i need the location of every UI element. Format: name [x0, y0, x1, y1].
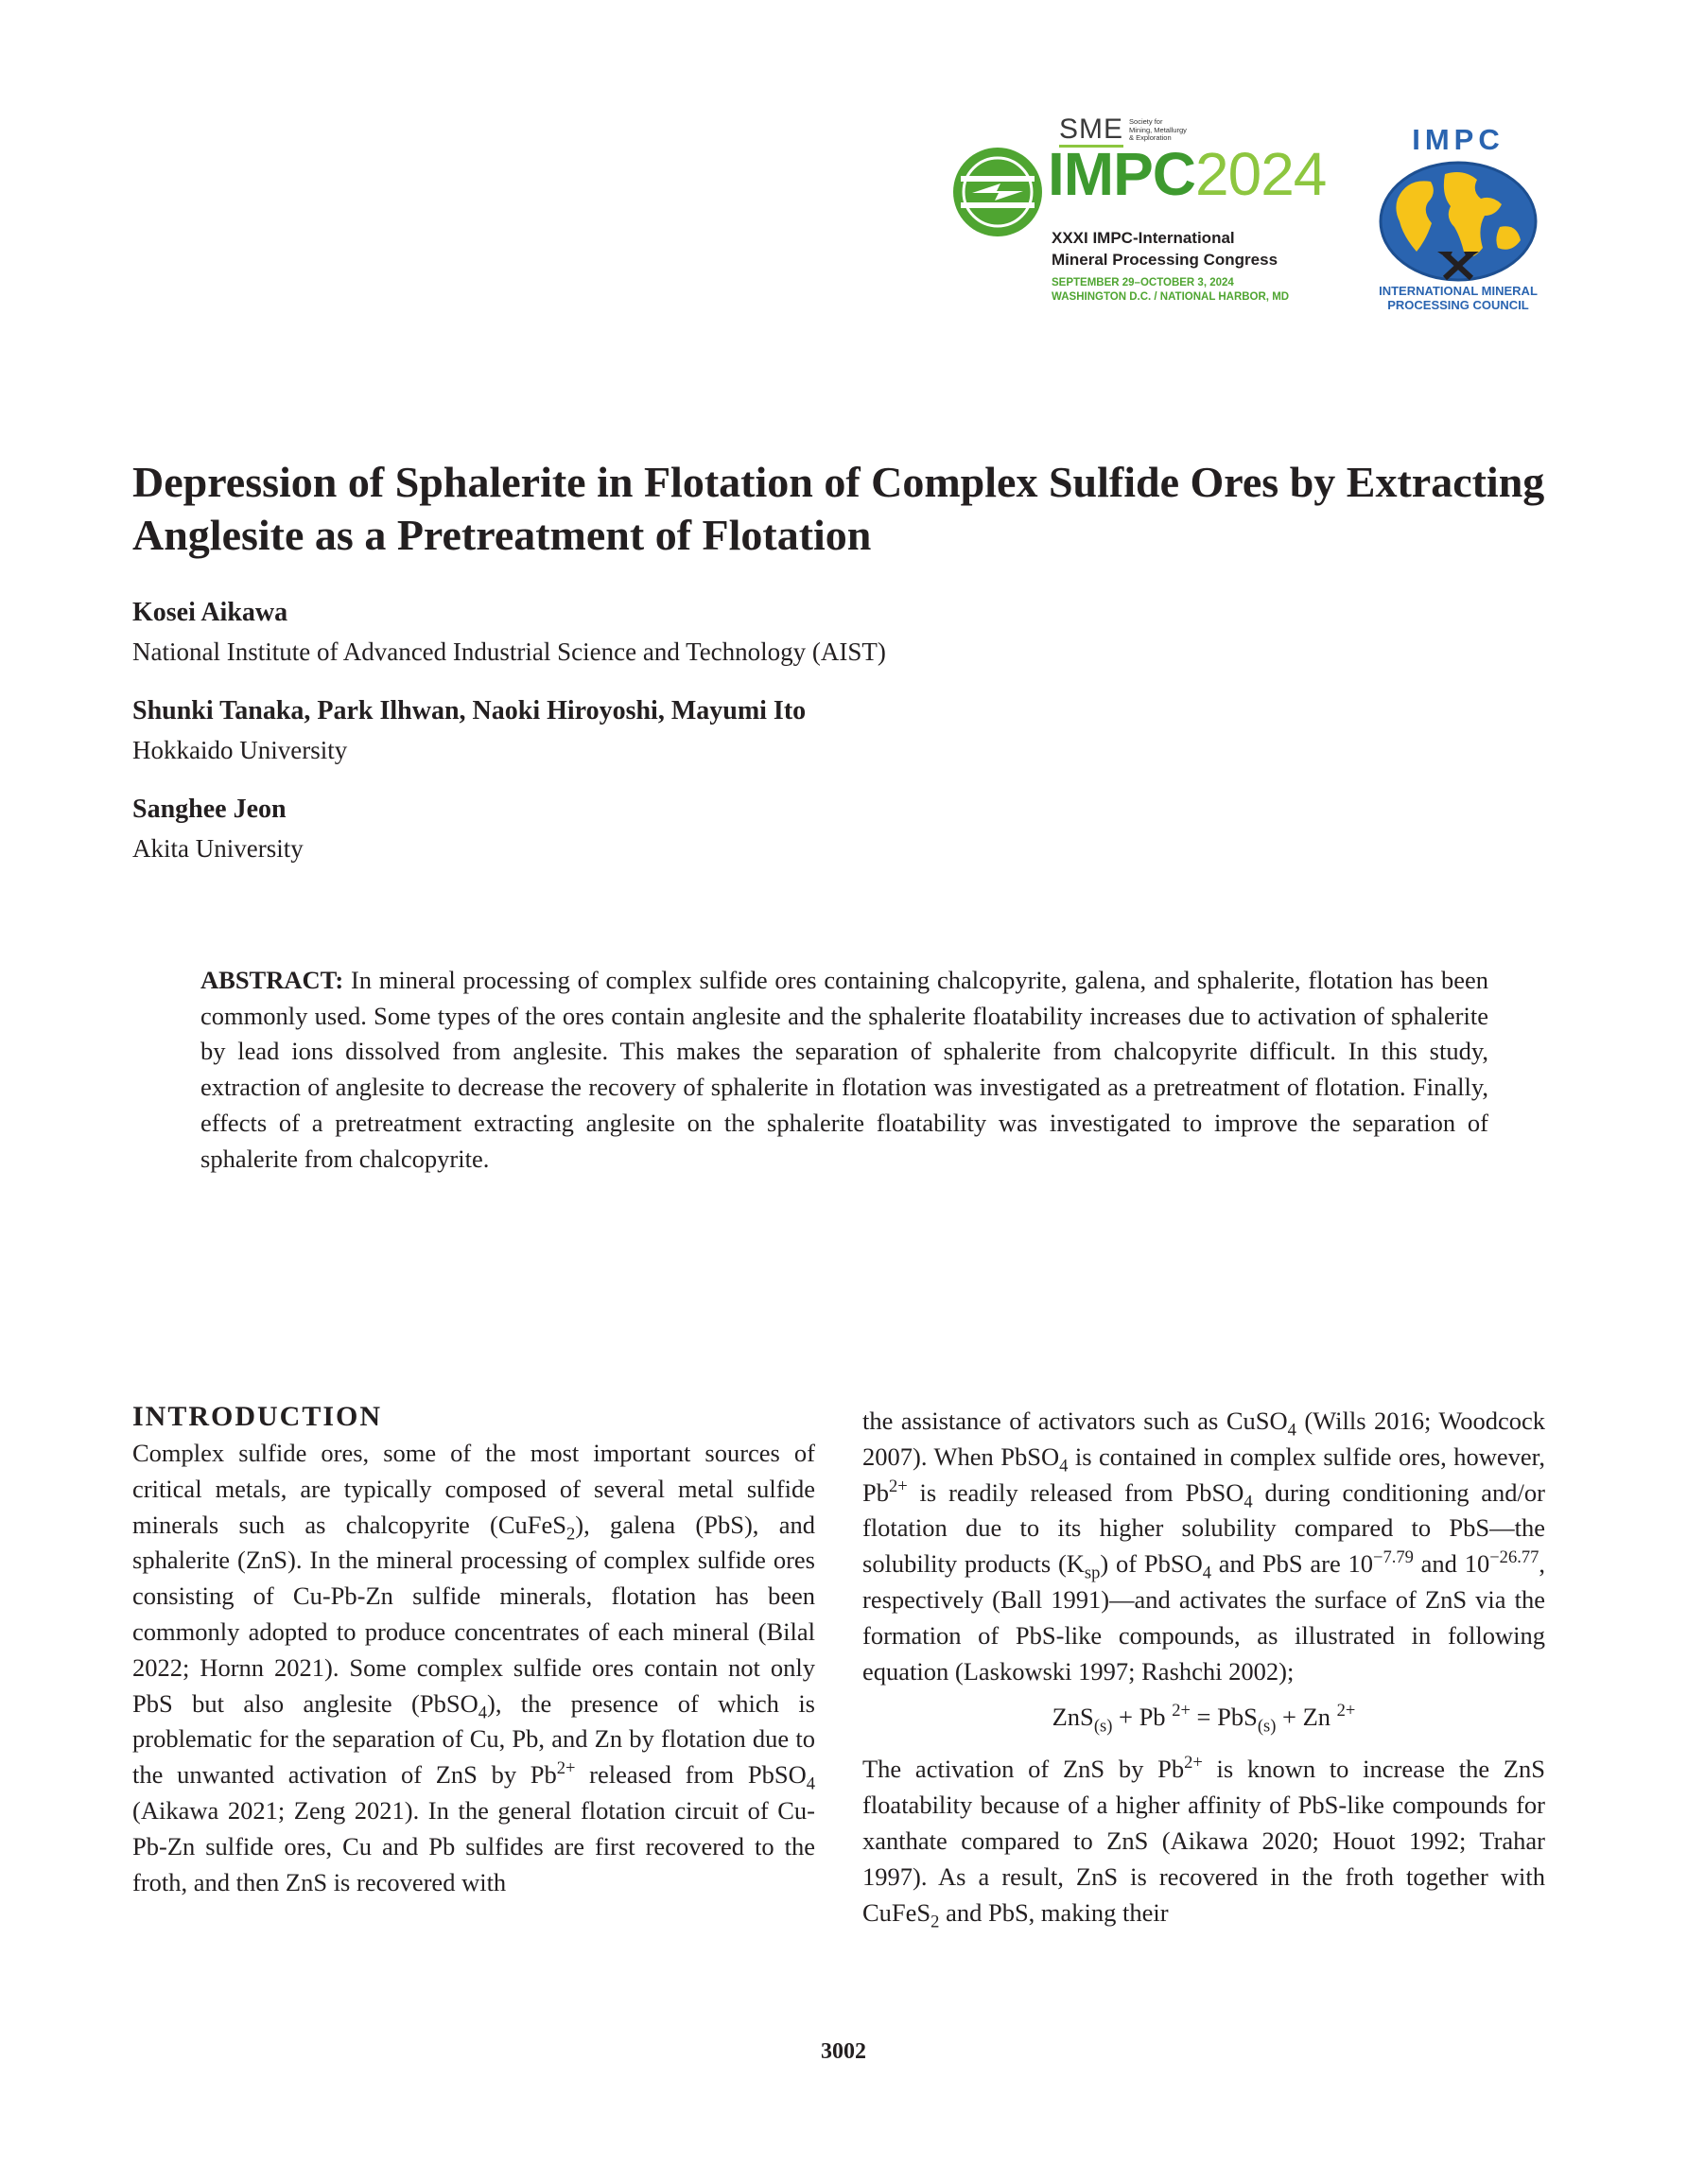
text-run: , respectively (Ball 1991)—and activates the surface of ZnS via the formation of PbS-like compounds, as illustrated in following equation (Laskowski 1997; Rashchi 2002);: [862, 1549, 1546, 1686]
text-run: is known to increase the ZnS floatability because of a higher affinity of PbS-like compounds for xanthate compared to ZnS (Aikawa 2020; Houot 1992; Trahar 1997). As a result, ZnS is recovered in the froth together with CuFeS: [862, 1755, 1545, 1927]
abstract-label: ABSTRACT:: [200, 966, 344, 994]
affiliation-1: National Institute of Advanced Industrial Science and Technology (AIST): [132, 638, 886, 666]
text-run: the assistance of activators such as CuSO: [862, 1406, 1288, 1435]
impc2024-logo: [946, 112, 1327, 329]
paper-title: Depression of Sphalerite in Flotation of Complex Sulfide Ores by Extracting Anglesite as a Pretreatment of Flotation: [132, 458, 1545, 559]
congress-line-2: Mineral Processing Congress: [1052, 251, 1278, 269]
affiliation-3: Akita University: [132, 834, 304, 863]
intro-paragraph-1-continued: [862, 1404, 1545, 1689]
council-title: IMPC: [1412, 123, 1504, 156]
text-run: Complex sulfide ores, some of the most important sources of critical metals, are typically composed of several metal sulfide minerals such as chalcopyrite (CuFeS: [132, 1439, 815, 1539]
right-column: [862, 1404, 1545, 1931]
impc-year: 2024: [1195, 140, 1327, 208]
author-group-1: Kosei Aikawa: [132, 598, 288, 627]
text-run: (Aikawa 2021; Zeng 2021). In the general flotation circuit of Cu-Pb-Zn sulfide ores, Cu and Pb sulfides are first recovered to the froth, and then ZnS is recovered with: [132, 1795, 815, 1896]
text-run: (Wills 2016; Woodcock 2007). When PbSO: [862, 1406, 1545, 1471]
text-run: ), galena (PbS), and sphalerite (ZnS). In the mineral processing of complex sulfide ores consisting of Cu-Pb-Zn sulfide minerals, flotation has been commonly adopted to produce concentrates of each mineral (Bilal 2022; Hornn 2021). Some complex sulfide ores contain not only PbS but also anglesite (PbSO: [132, 1510, 815, 1718]
subscript: (s): [1093, 1716, 1113, 1737]
subscript: 4: [1287, 1420, 1296, 1441]
text-run: is readily released from PbSO: [907, 1477, 1244, 1507]
council-subtitle-line-1: INTERNATIONAL MINERAL: [1379, 284, 1538, 298]
congress-location: WASHINGTON D.C. / NATIONAL HARBOR, MD: [1052, 291, 1290, 303]
left-column: [132, 1398, 815, 1900]
subscript: 4: [1059, 1456, 1069, 1476]
text-run: ) of PbSO: [1100, 1549, 1203, 1579]
abstract: [200, 963, 1488, 1177]
intro-paragraph-1: [132, 1436, 815, 1900]
text-run: and PbS, making their: [939, 1897, 1169, 1927]
abstract-text: In mineral processing of complex sulfide ores containing chalcopyrite, galena, and sphalerite, flotation has been commonly used. Some types of the ores contain anglesite and the sphalerite floatability increases due to activation of sphalerite by lead ions dissolved from anglesite. This makes the separation of sphalerite from chalcopyrite difficult. In this study, extraction of anglesite to decrease the recovery of sphalerite in flotation was investigated as a pretreatment of flotation. Finally, effects of a pretreatment extracting anglesite on the sphalerite floatability was investigated to improve the separation of sphalerite from chalcopyrite.: [200, 966, 1489, 1173]
superscript: 2+: [1172, 1701, 1191, 1721]
author-group-3: Sanghee Jeon: [132, 795, 287, 824]
eq-term: ZnS: [1052, 1703, 1094, 1732]
text-run: released from PbSO: [575, 1760, 807, 1790]
text-run: and 10: [1413, 1549, 1490, 1579]
author-group-2: Shunki Tanaka, Park Ilhwan, Naoki Hiroyoshi, Mayumi Ito: [132, 696, 807, 725]
text-run: during conditioning and/or flotation due to its higher solubility compared to PbS—the solubility products (K: [862, 1477, 1545, 1579]
council-subtitle: [1364, 284, 1553, 312]
subscript: sp: [1084, 1563, 1101, 1583]
superscript: 2+: [889, 1476, 908, 1496]
affiliation-2: Hokkaido University: [132, 736, 348, 764]
text-run: The activation of ZnS by Pb: [862, 1755, 1185, 1784]
page-number: 3002: [821, 2039, 866, 2064]
subscript: 2: [566, 1523, 576, 1544]
superscript: −7.79: [1373, 1547, 1414, 1568]
congress-date: SEPTEMBER 29–OCTOBER 3, 2024: [1052, 277, 1234, 288]
impc-emblem-icon: [951, 146, 1044, 238]
eq-term: + Zn: [1276, 1703, 1337, 1732]
superscript: 2+: [556, 1758, 576, 1779]
subscript: 4: [478, 1702, 487, 1722]
council-subtitle-line-2: PROCESSING COUNCIL: [1387, 298, 1529, 312]
equation: [862, 1699, 1545, 1735]
text-run: ), the presence of which is problematic for the separation of Cu, Pb, and Zn by flotation due to the unwanted activation of ZnS by Pb: [132, 1688, 815, 1790]
superscript: 2+: [1184, 1753, 1203, 1773]
text-run: and PbS are 10: [1211, 1549, 1373, 1579]
globe-icon: [1379, 161, 1538, 282]
impc-council-logo: [1364, 125, 1553, 320]
superscript: 2+: [1336, 1701, 1356, 1721]
impc-word: IMPC: [1048, 140, 1195, 208]
text-run: is contained in complex sulfide ores, however, Pb: [862, 1441, 1546, 1507]
section-heading: INTRODUCTION: [132, 1401, 383, 1432]
subscript: 4: [1244, 1491, 1253, 1511]
congress-line-1: XXXI IMPC-International: [1052, 229, 1235, 247]
intro-paragraph-2: [862, 1752, 1545, 1931]
eq-term: = PbS: [1190, 1703, 1258, 1732]
subscript: (s): [1257, 1716, 1277, 1737]
superscript: −26.77: [1489, 1547, 1539, 1568]
impc-wordmark: [1048, 140, 1327, 208]
sme-subtitle: Society for Mining, Metallurgy & Exploration: [1129, 117, 1187, 142]
eq-term: + Pb: [1112, 1703, 1173, 1732]
subscript: 2: [930, 1911, 940, 1931]
subscript: 4: [1202, 1563, 1212, 1583]
sme-wordmark: SME: [1059, 115, 1123, 148]
subscript: 4: [806, 1773, 815, 1794]
congress-dates: [1052, 276, 1289, 305]
